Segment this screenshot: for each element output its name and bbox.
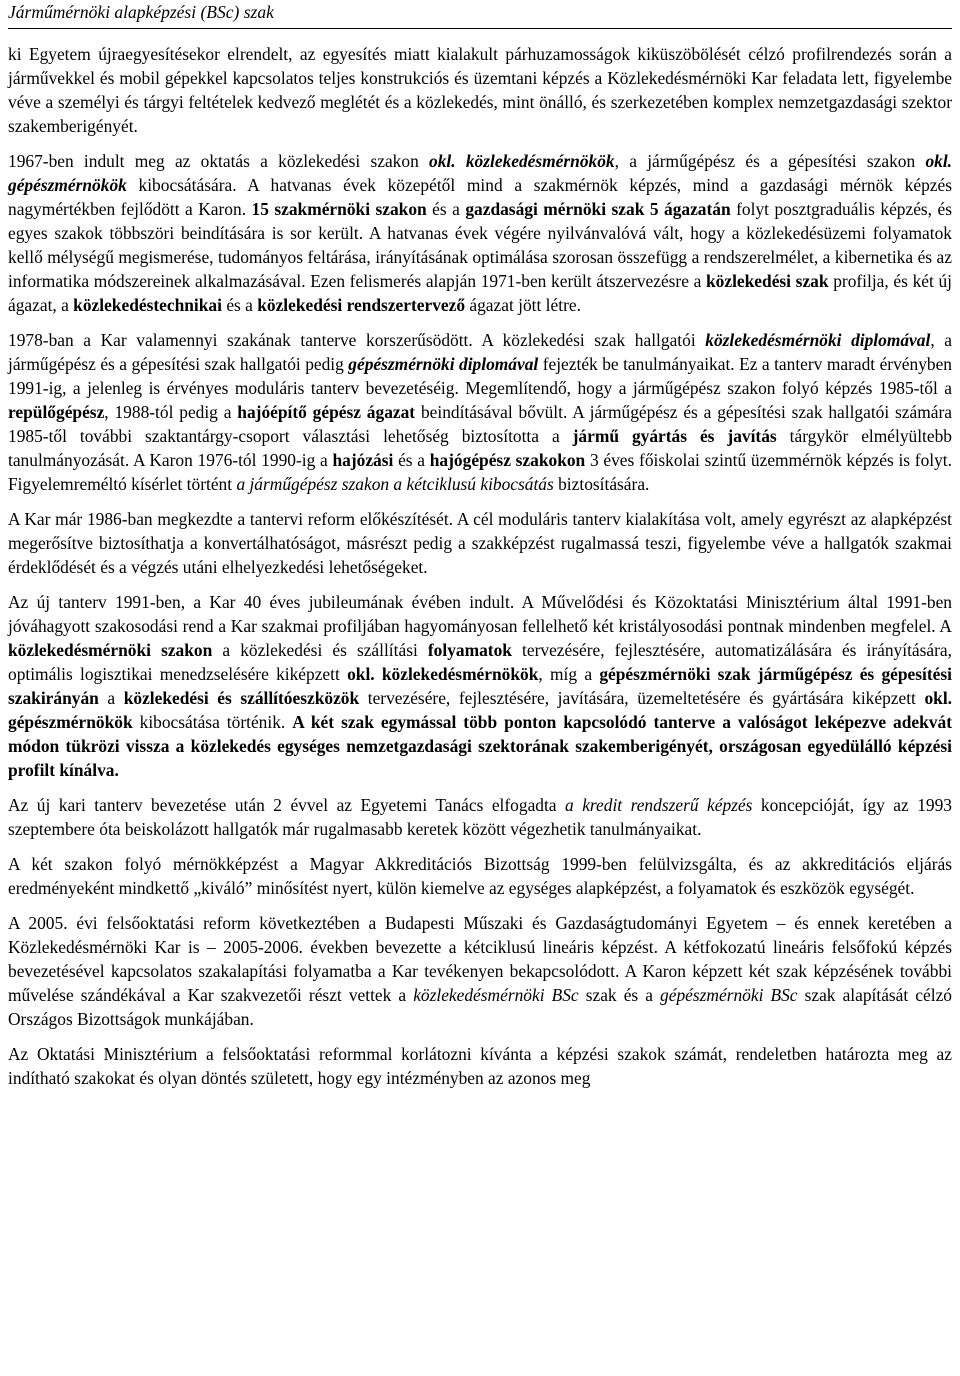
text-run: , míg a bbox=[538, 664, 600, 684]
emphasis-text: gépészmérnöki diplomával bbox=[348, 354, 539, 374]
emphasis-text: közlekedési és szállítóeszközök bbox=[123, 688, 360, 708]
text-run: Az Oktatási Minisztérium a felsőoktatási reformmal korlátozni kívánta a képzési szakok számát, rendeletben határozta meg az indítható szakokat és olyan döntés született, hogy egy intézményben az azonos meg bbox=[8, 1044, 952, 1088]
emphasis-text: folyamatok bbox=[427, 640, 512, 660]
emphasis-text: közlekedési szak bbox=[706, 271, 829, 291]
emphasis-text: A két szak egymással több ponton kapcsolódó tanterve a valóságot leképezve adekvát módon tükrözi vissza a közlekedés egységes nemzetgazdasági szektorának szakemberigényét, országosan egyedülálló képzési profilt kínálva. bbox=[8, 712, 952, 780]
text-run: tárgykör elmélyültebb tanulmányozását. A Karon 1976-tól 1990-ig a bbox=[8, 426, 952, 470]
emphasis-text: hajóépítő gépész ágazat bbox=[237, 402, 416, 422]
paragraph-profile-restructuring bbox=[8, 42, 952, 138]
text-run: és a bbox=[426, 199, 466, 219]
text-run: ágazat jött létre. bbox=[465, 295, 581, 315]
emphasis-text: gépészmérnöki szak járműgépész és gépesítési szakirányán bbox=[8, 664, 952, 708]
text-run: szak és a bbox=[578, 985, 661, 1005]
paragraph-ministry bbox=[8, 1042, 952, 1090]
text-run: profilja, és két új ágazat, a bbox=[8, 271, 953, 315]
paragraph-1986-reform bbox=[8, 507, 952, 579]
text-run: kibocsátása történik. bbox=[132, 712, 293, 732]
paragraph-1978-curriculum bbox=[8, 328, 952, 496]
text-run: , 1988-tól pedig a bbox=[104, 402, 238, 422]
emphasis-text: hajózási bbox=[332, 450, 394, 470]
emphasis-text: közlekedési rendszertervező bbox=[257, 295, 466, 315]
text-run: szak alapítását célzó Országos Bizottságok munkájában. bbox=[8, 985, 952, 1029]
text-run: tervezésére, fejlesztésére, javítására, üzemeltetésére és gyártására kiképzett bbox=[359, 688, 925, 708]
text-run: és a bbox=[393, 450, 430, 470]
text-run: Az új kari tanterv bevezetése után 2 évvel az Egyetemi Tanács elfogadta bbox=[8, 795, 566, 815]
text-run: tervezésére, fejlesztésére, automatizálására és irányítására, optimális logisztikai menedzselésére kiképzett bbox=[8, 640, 952, 684]
text-run: A két szakon folyó mérnökképzést a Magyar Akkreditációs Bizottság 1999-ben felülvizsgálta, és az akkreditációs eljárás eredményeként mindkettő „kiváló” minősítést nyert, külön kiemelve az egységes alapképzést, a folyamatok és eszközök egységét. bbox=[8, 854, 952, 898]
text-run: kibocsátására. A hatvanas évek közepétől mind a szakmérnök képzés, mind a gazdasági mérnök képzés nagymértékben fejlődött a Karon. bbox=[8, 175, 952, 219]
emphasis-text: 15 szakmérnöki szakon bbox=[251, 199, 427, 219]
emphasis-text: közlekedésmérnöki BSc bbox=[413, 985, 579, 1005]
emphasis-text: a kredit rendszerű képzés bbox=[565, 795, 753, 815]
header-title: Járműmérnöki alapképzési (BSc) szak bbox=[8, 2, 274, 22]
emphasis-text: jármű gyártás és javítás bbox=[572, 426, 777, 446]
text-run: és a bbox=[221, 295, 258, 315]
text-run: 1978-ban a Kar valamennyi szakának tanterve korszerűsödött. A közlekedési szak hallgatói bbox=[8, 330, 706, 350]
text-run: A Kar már 1986-ban megkezdte a tantervi reform előkészítését. A cél moduláris tanterv kialakítása volt, amely egyrészt az alapképzést megerősítve biztosíthatja a konvertálhatóságot, másrészt pedig a szakképzést rugalmassá teszi, figyelembe véve a hallgatók szakmai érdeklődését és a végzés utáni elhelyezkedési lehetőségeket. bbox=[8, 509, 952, 577]
text-run: biztosítására. bbox=[553, 474, 650, 494]
emphasis-text: okl. közlekedésmérnökök bbox=[347, 664, 539, 684]
paragraph-accreditation bbox=[8, 852, 952, 900]
text-run: A 2005. évi felsőoktatási reform következtében a Budapesti Műszaki és Gazdaságtudományi Egyetem – és ennek keretében a Közlekedésmérnöki Kar is – 2005-2006. években bevezette a kétciklusú lineáris képzést. A kétfokozatú lineáris felsőfokú képzés bevezetésével kapcsolatos szakalapítási folyamatba a Kar tevékenyen bekapcsolódott. A Karon képzett két szak képzésének további művelése szándékával a Kar szakvezetői részt vettek a bbox=[8, 913, 952, 1005]
text-run: beindításával bővült. A járműgépész és a gépesítési szak hallgatói számára 1985-től további szaktantárgy-csoport választási lehetőség biztosította a bbox=[8, 402, 953, 446]
emphasis-text: okl. közlekedésmérnökök bbox=[429, 151, 615, 171]
emphasis-text: gazdasági mérnöki szak 5 ágazatán bbox=[465, 199, 731, 219]
text-run: 1967-ben indult meg az oktatás a közlekedési szakon bbox=[8, 151, 430, 171]
text-run: Az új tanterv 1991-ben, a Kar 40 éves jubileumának évében indult. A Művelődési és Közoktatási Minisztérium által 1991-ben jóváhagyott szakosodási rend a Kar szakmai profiljában hagyományosan fellelhető két kristályosodási pontnak mindenben megfelel. A bbox=[8, 592, 952, 636]
text-run: , a járműgépész és a gépesítési szakon bbox=[614, 151, 926, 171]
text-run: a bbox=[98, 688, 124, 708]
running-header bbox=[8, 0, 952, 29]
emphasis-text: hajógépész szakokon bbox=[429, 450, 586, 470]
paragraph-1967-history bbox=[8, 149, 952, 317]
text-run: folyt posztgraduális képzés, és egyes szakok többszöri beindítására is sor került. A hatvanas évek végére nyilvánvalóvá vált, hogy a közlekedésüzemi folyamatok kellő mélységű megismerése, tudományos feltárása, irányításának optimálása szorosan összefügg a rendszerelmélet, a kibernetika és az informatika módszereinek alkalmazásával. Ezen felismerés alapján 1971-ben került átszervezésre a bbox=[8, 199, 952, 291]
emphasis-text: repülőgépész bbox=[8, 402, 105, 422]
emphasis-text: a járműgépész szakon a kétciklusú kibocsátás bbox=[236, 474, 554, 494]
text-run: 3 éves főiskolai szintű üzemmérnök képzés is folyt. Figyelemreméltó kísérlet történt bbox=[8, 450, 952, 494]
paragraph-credit-system bbox=[8, 793, 952, 841]
emphasis-text: közlekedéstechnikai bbox=[73, 295, 222, 315]
text-run: koncepcióját, így az 1993 szeptembere óta beiskolázott hallgatók már rugalmasabb keretek között végezhetik tanulmányaikat. bbox=[8, 795, 952, 839]
emphasis-text: okl. gépészmérnökök bbox=[8, 151, 953, 195]
emphasis-text: okl. gépészmérnökök bbox=[8, 688, 953, 732]
text-run: , a járműgépész és a gépesítési szak hallgatói pedig bbox=[8, 330, 952, 374]
emphasis-text: közlekedésmérnöki szakon bbox=[8, 640, 213, 660]
paragraph-1991-curriculum bbox=[8, 590, 952, 782]
paragraph-2005-reform bbox=[8, 911, 952, 1031]
document-body bbox=[8, 42, 952, 1101]
text-run: ki Egyetem újraegyesítésekor elrendelt, az egyesítés miatt kialakult párhuzamosságok kiküszöbölését célzó profilrendezés során a járművekkel és mobil gépekkel kapcsolatos teljes konstrukciós és üzemtani képzés a Közlekedésmérnöki Kar feladata lett, figyelembe véve a személyi és tárgyi feltételek kedvező meglétét és a közlekedés, mint önálló, és szerkezetében komplex nemzetgazdasági szektor szakemberigényét. bbox=[8, 44, 952, 136]
emphasis-text: közlekedésmérnöki diplomával bbox=[705, 330, 931, 350]
text-run: a közlekedési és szállítási bbox=[212, 640, 428, 660]
text-run: fejezték be tanulmányaikat. Ez a tanterv maradt érvényben 1991-ig, a jelenleg is érvényes moduláris tanterv bevezetéséig. Megemlítendő, hogy a járműgépész szakon folyó képzés 1985-től a bbox=[8, 354, 952, 398]
emphasis-text: gépészmérnöki BSc bbox=[660, 985, 798, 1005]
